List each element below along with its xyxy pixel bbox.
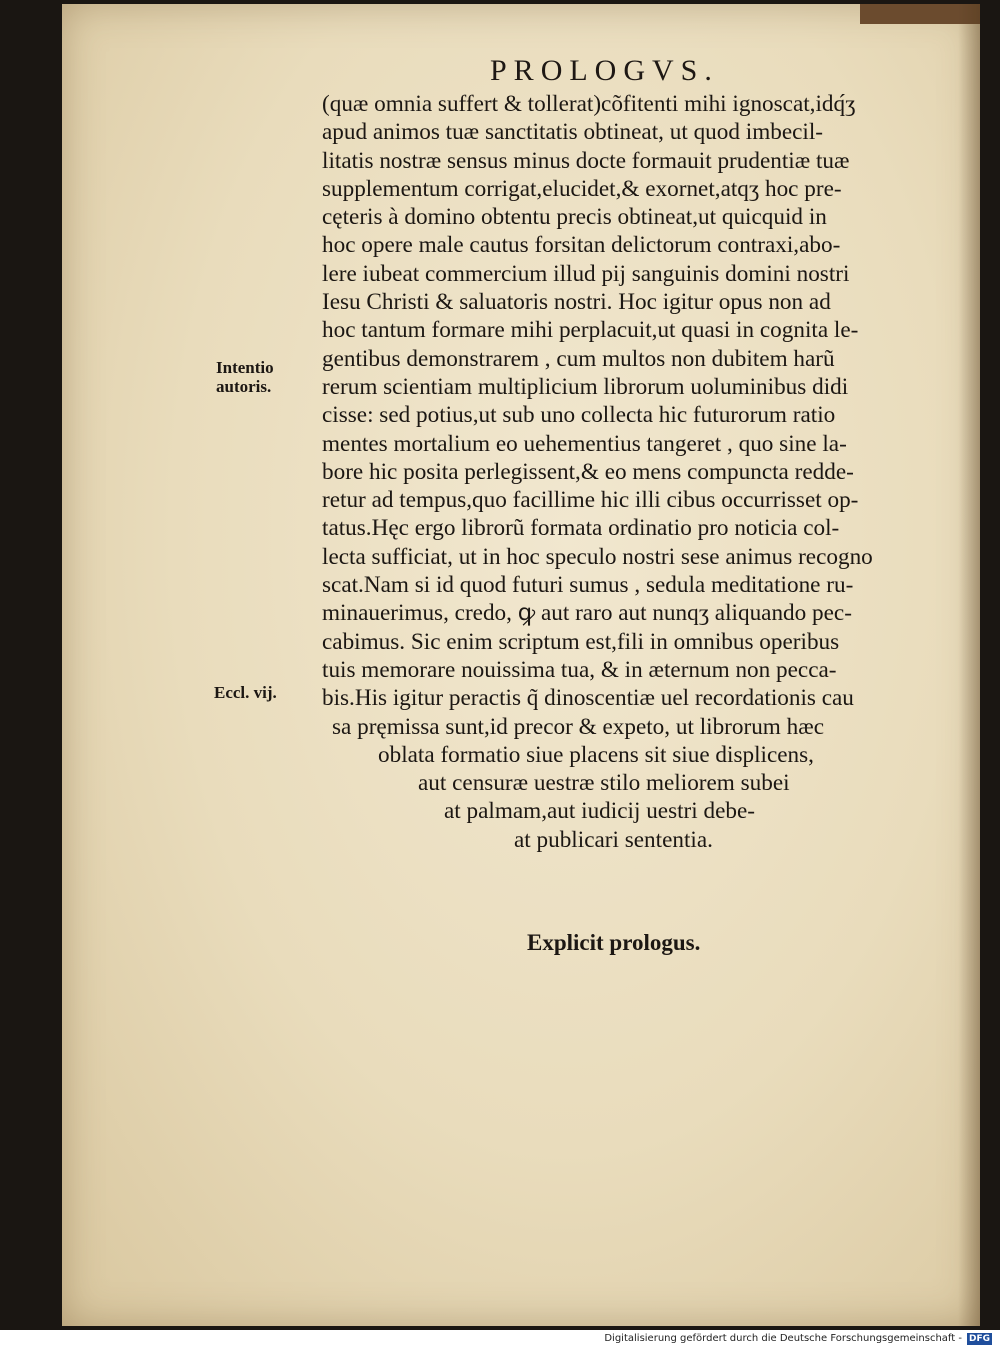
explicit-prologus: Explicit prologus. (527, 930, 701, 955)
text-line: rerum scientiam multiplicium librorum uoluminibus didi (322, 373, 849, 400)
text-line: lecta sufficiat, ut in hoc speculo nostri sese animus recogno (322, 543, 873, 570)
sidenote-line: Intentio (216, 358, 274, 377)
text-line: sa pręmissa sunt,id precor & expeto, ut librorum hæc (332, 713, 824, 740)
text-line: litatis nostræ sensus minus docte formauit prudentiæ tuæ (322, 147, 850, 174)
text-line: hoc tantum formare mihi perplacuit,ut quasi in cognita le- (322, 317, 859, 344)
text-line: cęteris à domino obtentu precis obtineat,ut quicquid in (322, 204, 827, 231)
text-line: minauerimus, credo, ꝙ aut raro aut nunqʒ aliquando pec- (322, 600, 852, 627)
dfg-logo: DFG (968, 1334, 990, 1344)
text-line: Iesu Christi & saluatoris nostri. Hoc igitur opus non ad (322, 289, 831, 316)
sidenote-line: autoris. (216, 377, 272, 396)
text-line: lere iubeat commercium illud pij sanguinis domini nostri (322, 260, 850, 287)
text-line: at publicari sententia. (514, 826, 713, 853)
text-line: cisse: sed potius,ut sub uno collecta hic futurorum ratio (322, 402, 836, 429)
text-line: retur ad tempus,quo facillime hic illi cibus occurrisset op- (322, 487, 859, 514)
sidenote-intentio (216, 358, 274, 396)
text-line: supplementum corrigat,elucidet,& exornet,atqʒ hoc pre- (322, 175, 842, 202)
text-line: aut censuræ uestræ stilo meliorem subei (418, 770, 790, 797)
text-line: apud animos tuæ sanctitatis obtineat, ut quod imbecil- (322, 119, 824, 146)
text-line: tatus.Hęc ergo librorũ formata ordinatio pro noticia col- (322, 515, 840, 542)
text-line: oblata formatio siue placens sit siue displicens, (378, 741, 814, 768)
text-line: gentibus demonstrarem , cum multos non dubitem harũ (322, 345, 835, 372)
sidenote-eccl (214, 683, 277, 702)
text-line: tuis memorare nouissima tua, & in æternum non pecca- (322, 656, 837, 683)
running-head: PROLOGVS. (490, 54, 719, 87)
sidenote-line: Eccl. vij. (214, 683, 277, 702)
text-line: scat.Nam si id quod futuri sumus , sedula meditatione ru- (322, 572, 854, 599)
footer-bar (0, 1330, 1000, 1348)
text-line: at palmam,aut iudicij uestri debe- (444, 798, 755, 825)
page-edge-shadow (958, 4, 980, 1326)
text-line: (quæ omnia suffert & tollerat)cõfitenti mihi ignoscat,idq́ʒ (322, 91, 856, 117)
footer-credit: Digitalisierung gefördert durch die Deutsche Forschungsgemeinschaft - (604, 1333, 962, 1344)
text-line: bis.His igitur peractis q̃ dinoscentiæ uel recordationis cau (322, 685, 854, 712)
text-line: bore hic posita perlegissent,& eo mens compuncta redde- (322, 458, 854, 485)
text-line: mentes mortalium eo uehementius tangeret , quo sine la- (322, 430, 847, 457)
body-text (322, 90, 934, 854)
text-line: hoc opere male cautus forsitan delictorum contraxi,abo- (322, 232, 841, 259)
text-line: cabimus. Sic enim scriptum est,fili in omnibus operibus (322, 628, 840, 655)
